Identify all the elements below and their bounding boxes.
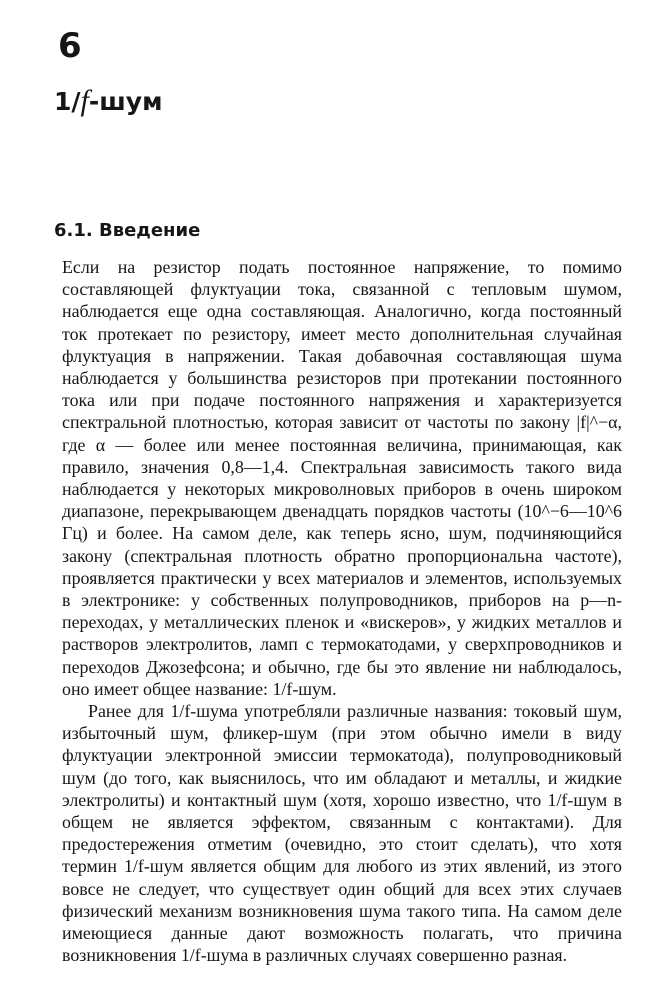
- chapter-title: [54, 84, 163, 118]
- paragraph-2: Ранее для 1/f-шума употребляли различные названия: токовый шум, избыточный шум, фликер-шум (при этом обычно имели в виду флуктуации электронной эмиссии термокатода), полупроводниковый шум (до того, как выяснилось, что им обладают и металлы, и жидкие электролиты) и контактный шум (хотя, хорошо известно, что 1/f-шум в общем не является эффектом, связанным с контактами). Для предостережения отметим (очевидно, это стоит сделать), что хотя термин 1/f-шум является общим для любого из этих явлений, из этого вовсе не следует, что существует один общий для всех этих случаев физический механизм возникновения шума такого типа. На самом деле имеющиеся данные дают возможность полагать, что причина возникновения 1/f-шума в различных случаях совершенно разная.: [62, 701, 622, 966]
- chapter-number: 6: [58, 26, 82, 66]
- body-text: [62, 256, 622, 967]
- chapter-title-suffix: -шум: [88, 87, 163, 116]
- section-heading: 6.1. Введение: [54, 220, 201, 241]
- paragraph-1: Если на резистор подать постоянное напряжение, то помимо составляющей флуктуации тока, связанной с тепловым шумом, наблюдается еще одна составляющая. Аналогично, когда постоянный ток протекает по резистору, имеет место дополнительная случайная флуктуация в напряжении. Такая добавочная составляющая шума наблюдается у большинства резисторов при протекании постоянного тока или при подаче постоянного напряжения и характеризуется спектральной плотностью, которая зависит от частоты по закону |f|^−α, где α — более или менее постоянная величина, принимающая, как правило, значения 0,8—1,4. Спектральная зависимость такого вида наблюдается у некоторых микроволновых приборов в очень широком диапазоне, перекрывающем двенадцать порядков частоты (10^−6—10^6 Гц) и более. На самом деле, как теперь ясно, шум, подчиняющийся закону (спектральная плотность обратно пропорциональна частоте), проявляется практически у всех материалов и элементов, используемых в электронике: у собственных полупроводников, приборов на p—n-переходах, у металлических пленок и «вискеров», у жидких металлов и растворов электролитов, ламп с термокатодами, у сверхпроводников и переходов Джозефсона; и обычно, где бы это явление ни наблюдалось, оно имеет общее название: 1/f-шум.: [62, 257, 622, 699]
- chapter-title-f: f: [80, 84, 89, 117]
- chapter-title-prefix: 1/: [54, 87, 81, 116]
